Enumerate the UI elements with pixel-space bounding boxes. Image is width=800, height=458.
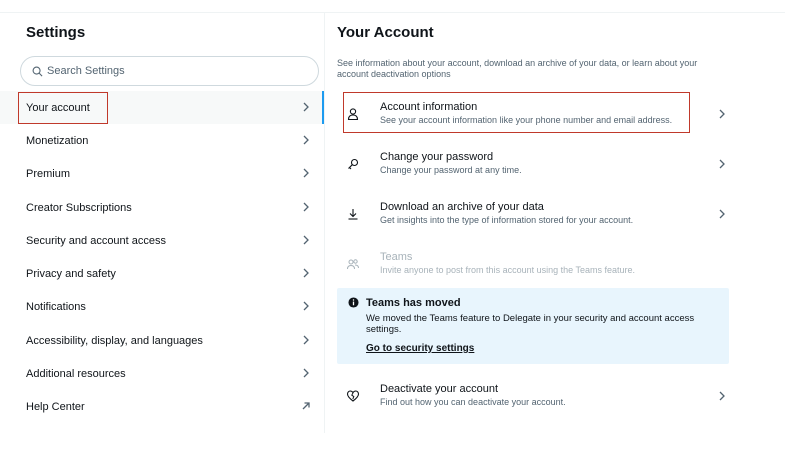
chevron-right-icon	[301, 335, 311, 345]
chevron-right-icon	[301, 168, 311, 178]
download-icon	[346, 207, 360, 221]
notice-body: We moved the Teams feature to Delegate in your security and account access settings.	[366, 313, 695, 335]
row-title: Download an archive of your data	[380, 201, 544, 213]
page-title: Your Account	[337, 24, 434, 41]
row-title: Deactivate your account	[380, 383, 499, 395]
notice-title: Teams has moved	[366, 297, 461, 309]
sidebar-item-help-center[interactable]	[0, 390, 324, 423]
sidebar-item-your-account[interactable]	[0, 91, 324, 124]
sidebar-item-label: Monetization	[26, 134, 89, 147]
sidebar-item-accessibility[interactable]	[0, 324, 324, 357]
chevron-right-icon	[301, 135, 311, 145]
row-title: Change your password	[380, 151, 494, 163]
chevron-right-icon	[301, 235, 311, 245]
teams-row	[337, 241, 737, 291]
row-title: Teams	[380, 251, 413, 263]
chevron-right-icon	[301, 268, 311, 278]
sidebar-item-security[interactable]	[0, 224, 324, 257]
search-bar[interactable]	[20, 56, 319, 86]
row-subtitle: Find out how you can deactivate your account.	[380, 397, 566, 407]
sidebar-item-additional-resources[interactable]	[0, 357, 324, 390]
row-subtitle: See your account information like your phone number and email address.	[380, 115, 673, 125]
change-password-row[interactable]	[337, 141, 737, 191]
sidebar-item-label: Notifications	[26, 300, 86, 313]
column-divider	[324, 13, 325, 433]
sidebar-item-notifications[interactable]	[0, 290, 324, 323]
external-link-icon	[301, 401, 311, 411]
sidebar-item-label: Help Center	[26, 400, 85, 413]
chevron-right-icon	[717, 159, 727, 169]
security-settings-link[interactable]: Go to security settings	[366, 343, 475, 354]
key-icon	[346, 157, 360, 171]
deactivate-account-row[interactable]	[337, 373, 737, 423]
row-subtitle: Change your password at any time.	[380, 165, 522, 175]
page-description: See information about your account, download an archive of your data, or learn about your account deactivation options	[337, 58, 698, 79]
chevron-right-icon	[717, 209, 727, 219]
chevron-right-icon	[301, 368, 311, 378]
info-icon	[348, 297, 359, 308]
broken-heart-icon	[346, 389, 360, 403]
sidebar-item-label: Your account	[26, 101, 90, 114]
sidebar-item-label: Creator Subscriptions	[26, 201, 132, 214]
sidebar-item-privacy[interactable]	[0, 257, 324, 290]
person-icon	[346, 107, 360, 121]
sidebar-item-label: Accessibility, display, and languages	[26, 334, 203, 347]
sidebar-item-label: Security and account access	[26, 234, 167, 247]
sidebar-item-label: Privacy and safety	[26, 267, 116, 280]
search-input[interactable]	[47, 65, 287, 77]
chevron-right-icon	[301, 202, 311, 212]
top-divider	[0, 12, 785, 13]
chevron-right-icon	[301, 301, 311, 311]
sidebar-item-label: Premium	[26, 167, 71, 180]
search-icon	[32, 66, 43, 77]
chevron-right-icon	[301, 102, 311, 112]
chevron-right-icon	[717, 391, 727, 401]
sidebar-item-creator-subscriptions[interactable]	[0, 191, 324, 224]
row-subtitle: Get insights into the type of information stored for your account.	[380, 215, 634, 225]
row-title: Account information	[380, 101, 478, 113]
people-icon	[346, 257, 360, 271]
account-information-row[interactable]	[337, 91, 737, 141]
row-subtitle: Invite anyone to post from this account using the Teams feature.	[380, 265, 635, 275]
settings-title: Settings	[26, 24, 86, 41]
chevron-right-icon	[717, 109, 727, 119]
teams-moved-notice	[337, 288, 729, 364]
download-archive-row[interactable]	[337, 191, 737, 241]
sidebar-item-label: Additional resources	[26, 367, 126, 380]
sidebar-item-premium[interactable]	[0, 157, 324, 190]
sidebar-item-monetization[interactable]	[0, 124, 324, 157]
